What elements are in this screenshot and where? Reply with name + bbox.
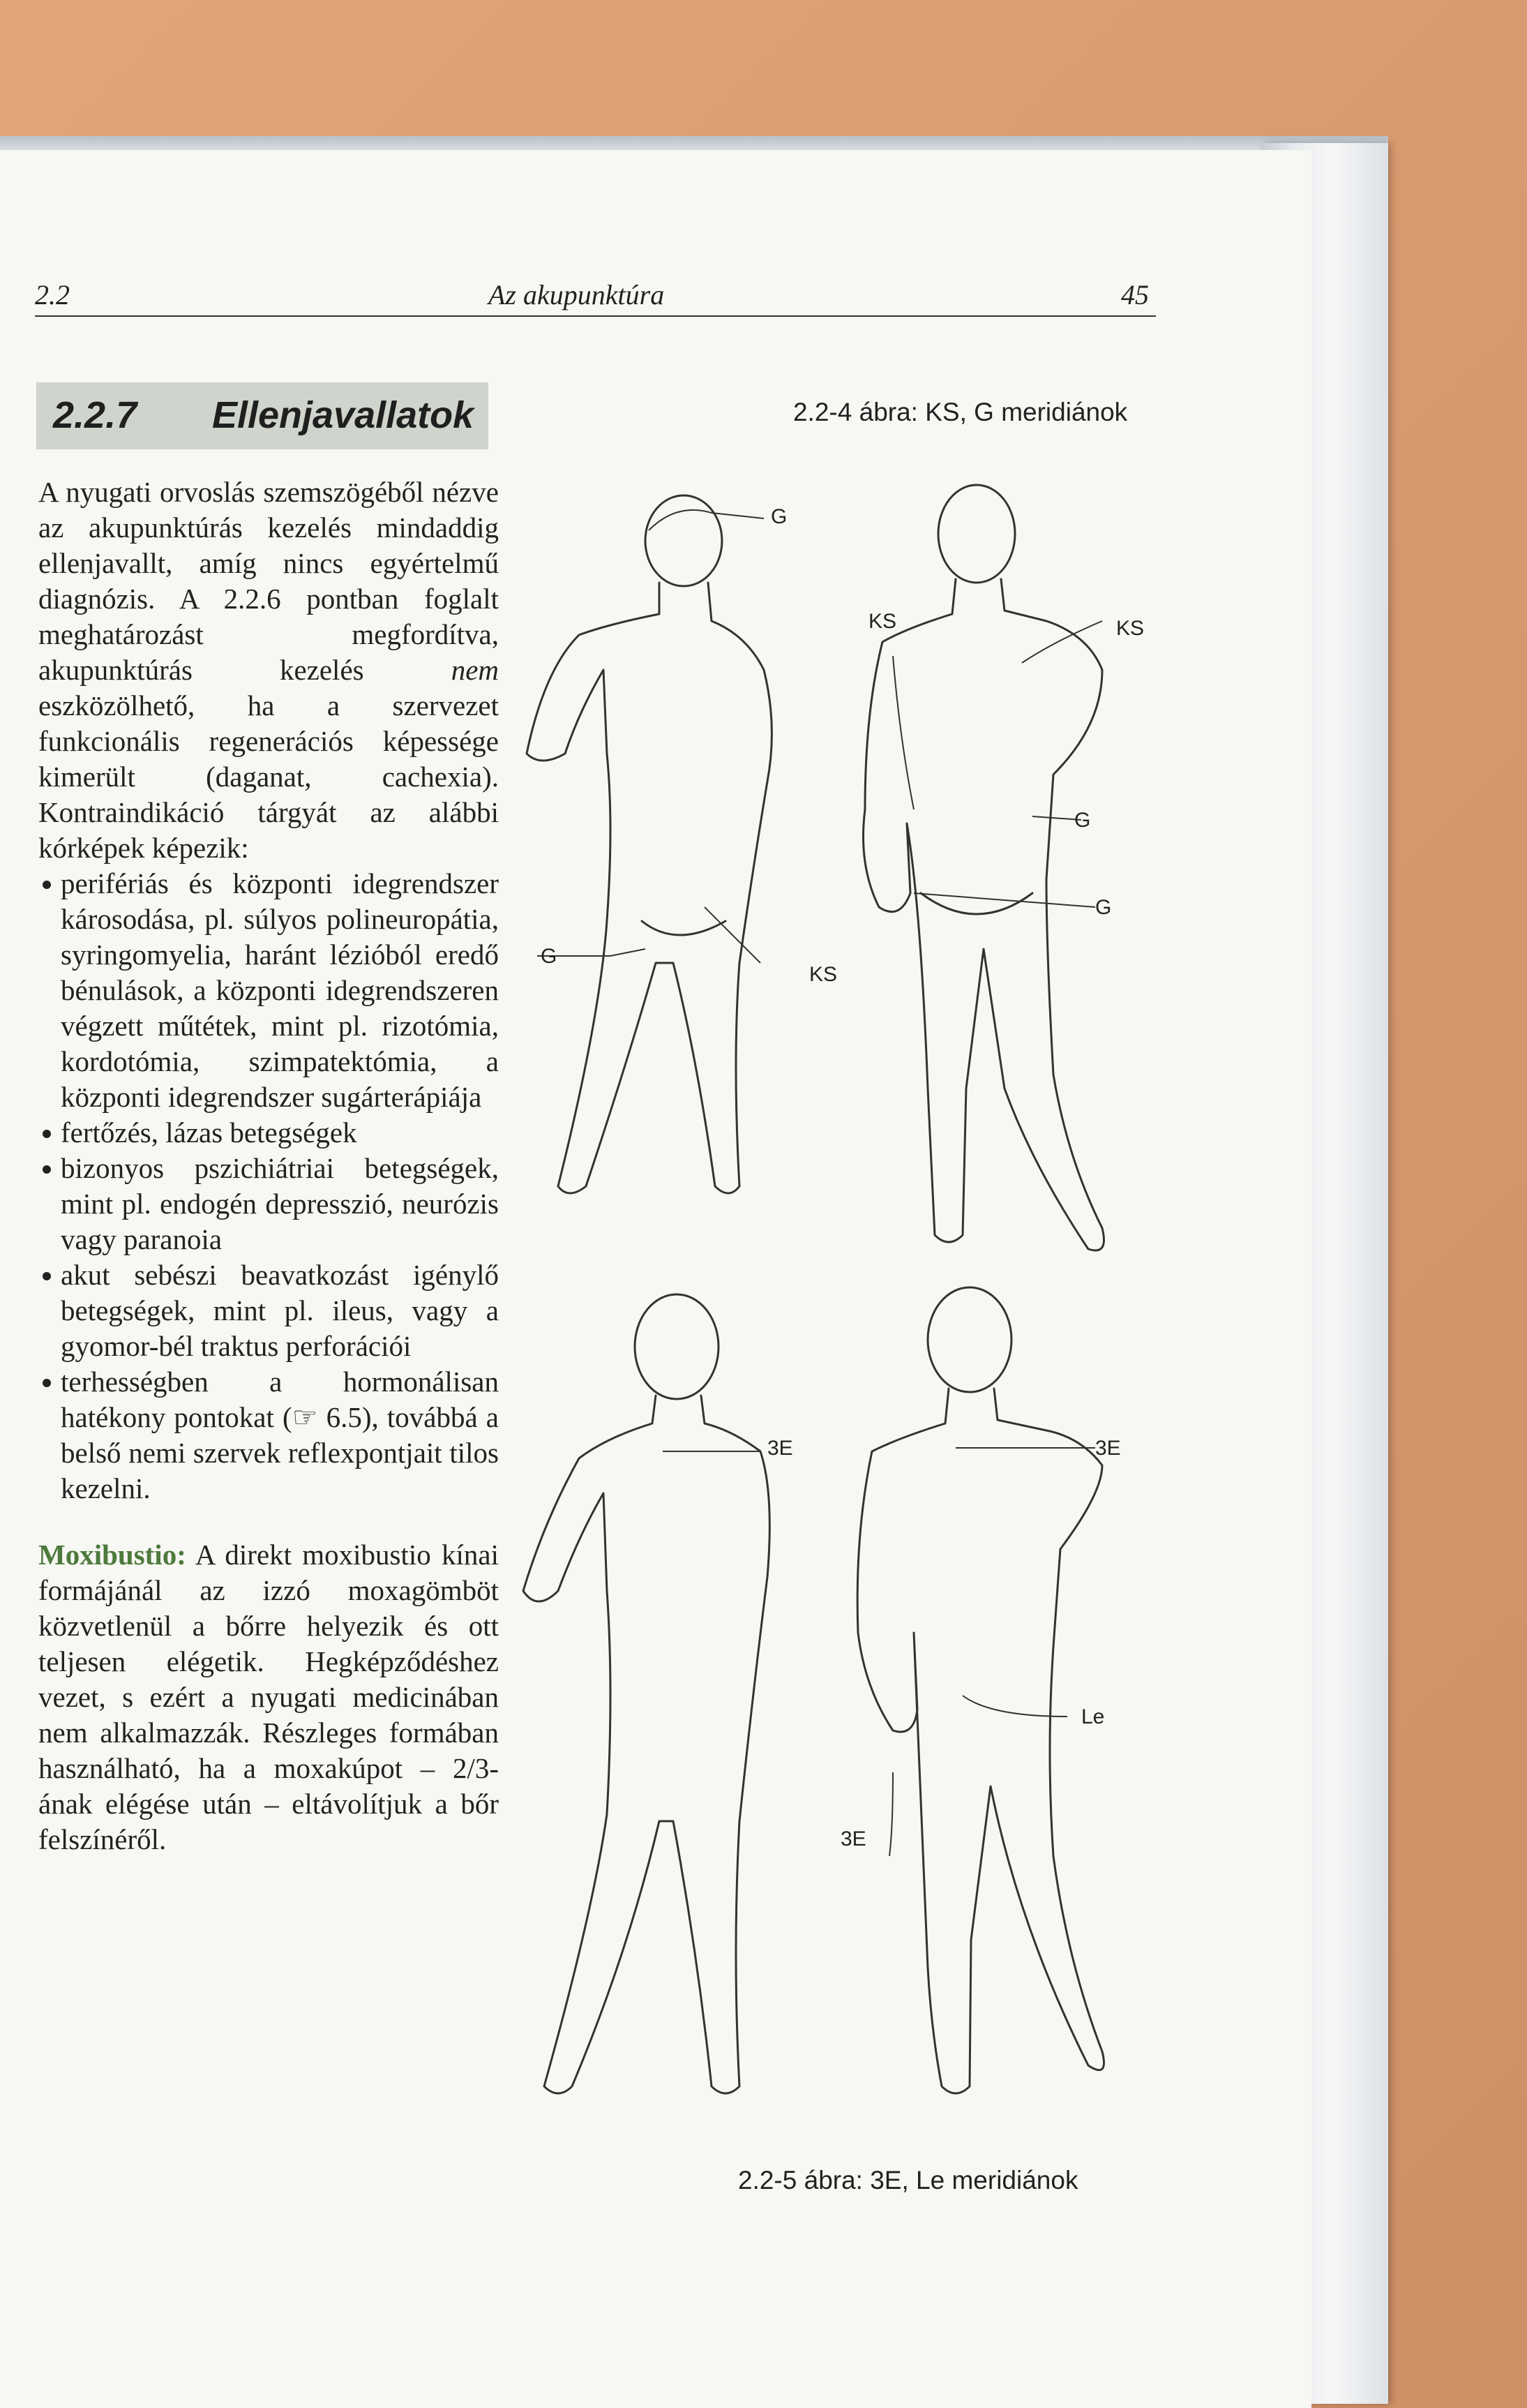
meridian-label: 3E xyxy=(767,1437,793,1460)
moxibustio-paragraph xyxy=(38,1537,499,1857)
meridian-lines xyxy=(537,510,1105,1856)
meridian-label: G xyxy=(1074,809,1091,832)
moxibustio-text: A direkt moxibustio kínai formájánál az izzó moxagömböt közvetlenül a bőrre helyezik és ott teljesen elégetik. Hegképződéshez vezet, s ezért a nyugati medicinában nem alkalmazzák. Részleges formában használható, ha a moxakúpot – 2/3-ának elégése után – eltávolítjuk a bőr felszínéről. xyxy=(38,1539,499,1855)
section-heading xyxy=(36,382,488,449)
running-header xyxy=(35,274,1156,317)
section-number: 2.2.7 xyxy=(53,394,137,436)
meridian-label: G xyxy=(1095,896,1112,919)
moxibustio-label: Moxibustio: xyxy=(38,1539,186,1571)
figure-caption-bottom: 2.2-5 ábra: 3E, Le meridiánok xyxy=(738,2166,1078,2194)
intro-emphasis: nem xyxy=(451,654,499,686)
figure-caption-top: 2.2-4 ábra: KS, G meridiánok xyxy=(793,398,1128,426)
main-text-column xyxy=(38,474,499,1857)
list-item: bizonyos pszichiátriai betegségek, mint pl. endogén depresszió, neurózis vagy paranoia xyxy=(38,1151,499,1257)
contraindication-list xyxy=(38,866,499,1506)
meridian-label: G xyxy=(541,945,557,968)
meridian-label: 3E xyxy=(841,1827,866,1850)
meridian-label: KS xyxy=(1116,617,1145,640)
list-item: fertőzés, lázas betegségek xyxy=(38,1115,499,1151)
intro-text-b: eszközölhető, ha a szervezet funkcionális regenerációs képessége kimerült (daganat, cachexia). Kontraindikáció tárgyát az alábbi kórképek képezik: xyxy=(38,689,499,864)
meridian-label: G xyxy=(771,505,788,528)
meridian-figures xyxy=(502,461,1172,2135)
list-item: akut sebészi beavatkozást igénylő betegségek, mint pl. ileus, vagy a gyomor-bél traktus perforációi xyxy=(38,1257,499,1364)
chapter-number: 2.2 xyxy=(35,279,70,311)
meridian-label: Le xyxy=(1081,1705,1105,1728)
figure-back-view-top xyxy=(527,495,772,1193)
figure-back-view-bottom xyxy=(523,1294,769,2093)
list-item: terhességben a hormonálisan hatékony pontokat (☞ 6.5), továbbá a belső nemi szervek reflexpontjait tilos kezelni. xyxy=(38,1364,499,1506)
chapter-title: Az akupunktúra xyxy=(488,279,665,311)
intro-paragraph xyxy=(38,474,499,866)
list-item: perifériás és központi idegrendszer károsodása, pl. súlyos polineuropátia, syringomyelia, haránt lézióból eredő bénulások, a központi idegrendszeren végzett műtétek, mint pl. rizotómia, kordotómia, szimpatektómia, a központi idegrendszer sugárterápiája xyxy=(38,866,499,1115)
page-number: 45 xyxy=(1121,279,1149,311)
intro-text-a: A nyugati orvoslás szemszögéből nézve az akupunktúrás kezelés mindaddig ellenjavallt, amíg nincs egyértelmű diagnózis. A 2.2.6 pontban foglalt meghatározást megfordítva, akupunktúrás kezelés xyxy=(38,476,499,686)
figure-front-view-top xyxy=(864,485,1104,1250)
figure-front-view-bottom xyxy=(857,1287,1104,2093)
meridian-label: 3E xyxy=(1095,1437,1121,1460)
meridian-label: KS xyxy=(809,963,838,986)
meridian-label: KS xyxy=(868,610,897,633)
section-title: Ellenjavallatok xyxy=(212,394,474,436)
